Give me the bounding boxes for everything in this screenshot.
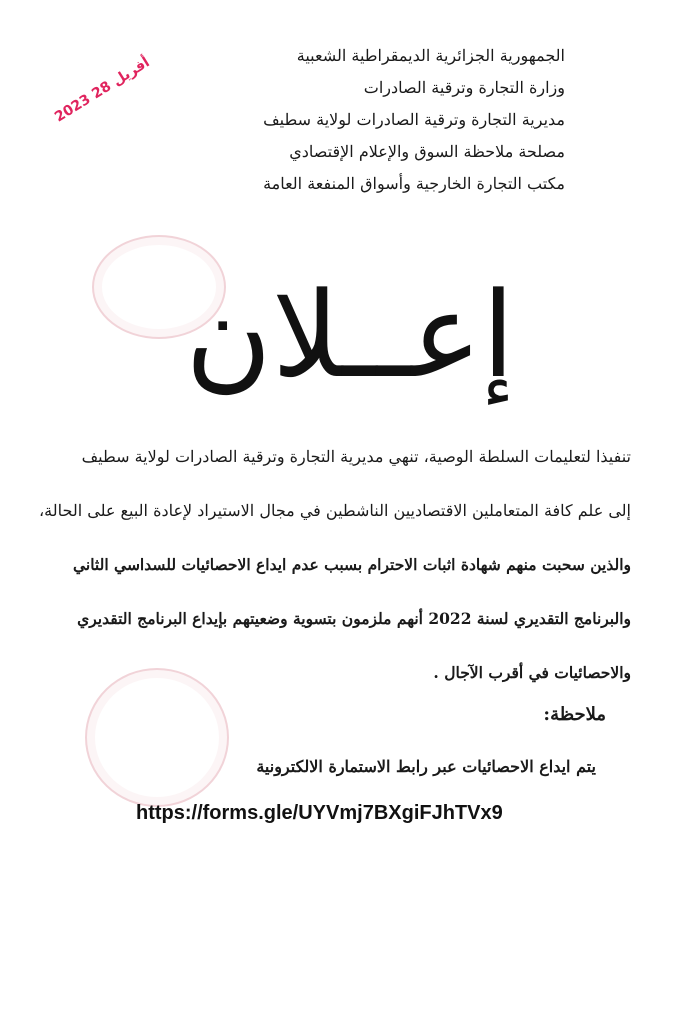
header-line: مصلحة ملاحظة السوق والإعلام الإقتصادي <box>289 142 565 161</box>
header-line: الجمهورية الجزائرية الديمقراطية الشعبية <box>296 46 565 65</box>
body-line: والاحصائيات في أقرب الآجال . <box>433 663 631 682</box>
body-line: والذين سحبت منهم شهادة اثبات الاحترام بسبب عدم ايداع الاحصائيات للسداسي الثاني <box>72 555 631 574</box>
body-line: والبرنامج التقديري لسنة 2022 أنهم ملزمون بتسوية وضعيتهم بإيداع البرنامج التقديري <box>77 609 631 628</box>
header-block <box>145 40 565 200</box>
date-stamp: 2023 أفريل 28 <box>52 54 153 126</box>
header-line: وزارة التجارة وترقية الصادرات <box>363 78 565 97</box>
body-line: إلى علم كافة المتعاملين الاقتصاديين الناشطين في مجال الاستيراد لإعادة البيع على الحالة، <box>39 501 631 520</box>
header-line: مكتب التجارة الخارجية وأسواق المنفعة العامة <box>263 174 565 193</box>
note-text: يتم ايداع الاحصائيات عبر رابط الاستمارة الالكترونية <box>256 757 596 776</box>
page-title: إعــلان <box>185 266 515 404</box>
form-link[interactable]: https://forms.gle/UYVmj7BXgiFJhTVx9 <box>136 802 503 824</box>
header-line: مديرية التجارة وترقية الصادرات لولاية سطيف <box>263 110 565 129</box>
note-label: ملاحظة: <box>543 704 606 725</box>
body-line: تنفيذا لتعليمات السلطة الوصية، تنهي مديرية التجارة وترقية الصادرات لولاية سطيف <box>81 447 631 466</box>
body-text <box>39 430 631 700</box>
